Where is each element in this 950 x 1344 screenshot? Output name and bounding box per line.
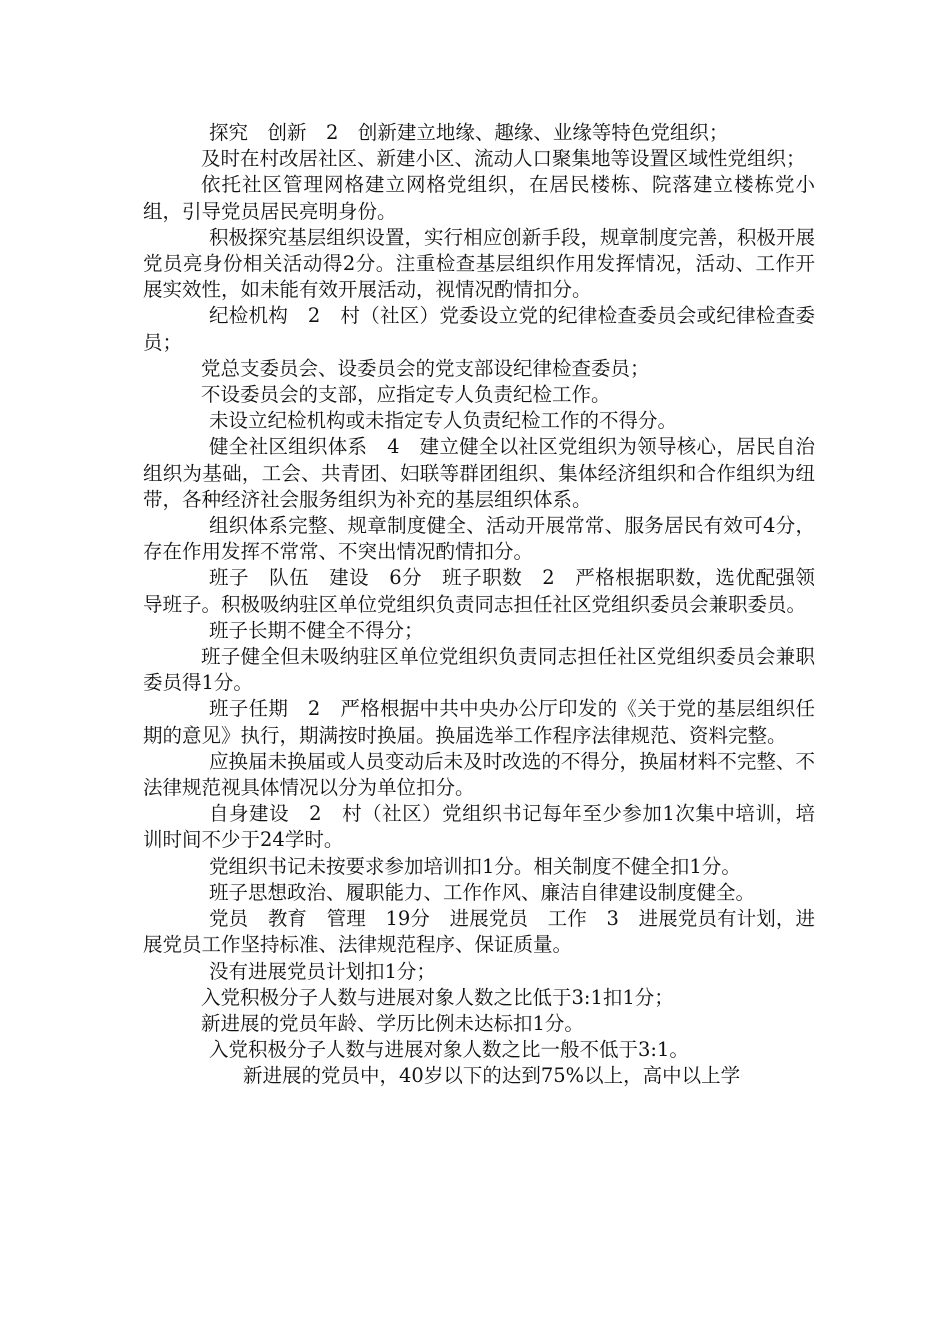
paragraph: 党员 教育 管理 19分 进展党员 工作 3 进展党员有计划，进展党员工作坚持标准、法律规范程序、保证质量。 xyxy=(143,907,815,957)
paragraph: 入党积极分子人数与进展对象人数之比低于3:1扣1分； xyxy=(201,985,674,1009)
paragraph: 班子任期 2 严格根据中共中央办公厅印发的《关于党的基层组织任期的意见》执行，期满按时换届。换届选举工作程序法律规范、资料完整。 xyxy=(143,697,815,747)
paragraph: 健全社区组织体系 4 建立健全以社区党组织为领导核心，居民自治组织为基础，工会、共青团、妇联等群团组织、集体经济组织和合作组织为纽带，各种经济社会服务组织为补充的基层组织体系。 xyxy=(143,435,815,511)
paragraph: 没有进展党员计划扣1分； xyxy=(209,959,436,983)
paragraph: 党组织书记未按要求参加培训扣1分。相关制度不健全扣1分。 xyxy=(209,854,741,878)
paragraph: 班子健全但未吸纳驻区单位党组织负责同志担任社区党组织委员会兼职委员得1分。 xyxy=(143,645,815,695)
body-text xyxy=(143,120,815,1090)
paragraph: 应换届未换届或人员变动后未及时改选的不得分，换届材料不完整、不法律规范视具体情况以分为单位扣分。 xyxy=(143,749,815,800)
paragraph: 及时在村改居社区、新建小区、流动人口聚集地等设置区域性党组织； xyxy=(201,147,806,171)
paragraph: 自身建设 2 村（社区）党组织书记每年至少参加1次集中培训，培训时间不少于24学时。 xyxy=(143,802,815,852)
paragraph: 班子 队伍 建设 6分 班子职数 2 严格根据职数，选优配强领导班子。积极吸纳驻区单位党组织负责同志担任社区党组织委员会兼职委员。 xyxy=(143,566,815,616)
paragraph: 未设立纪检机构或未指定专人负责纪检工作的不得分。 xyxy=(209,409,678,433)
paragraph: 依托社区管理网格建立网格党组织，在居民楼栋、院落建立楼栋党小组，引导党员居民亮明身份。 xyxy=(143,173,815,223)
paragraph: 班子长期不健全不得分； xyxy=(209,618,424,642)
paragraph: 纪检机构 2 村（社区）党委设立党的纪律检查委员会或纪律检查委员； xyxy=(143,304,815,354)
paragraph: 班子思想政治、履职能力、工作作风、廉洁自律建设制度健全。 xyxy=(209,880,756,904)
paragraph: 新进展的党员年龄、学历比例未达标扣1分。 xyxy=(201,1011,584,1035)
paragraph: 不设委员会的支部，应指定专人负责纪检工作。 xyxy=(201,383,611,407)
paragraph: 新进展的党员中，40岁以下的达到75%以上，高中以上学 xyxy=(243,1064,741,1088)
paragraph: 组织体系完整、规章制度健全、活动开展常常、服务居民有效可4分，存在作用发挥不常常、不突出情况酌情扣分。 xyxy=(143,514,815,564)
paragraph: 党总支委员会、设委员会的党支部设纪律检查委员； xyxy=(201,356,650,380)
paragraph: 积极探究基层组织设置，实行相应创新手段，规章制度完善，积极开展党员亮身份相关活动得2分。注重检查基层组织作用发挥情况，活动、工作开展实效性，如未能有效开展活动，视情况酌情扣分。 xyxy=(143,225,815,302)
paragraph: 探究 创新 2 创新建立地缘、趣缘、业缘等特色党组织； xyxy=(209,121,729,144)
paragraph: 入党积极分子人数与进展对象人数之比一般不低于3:1。 xyxy=(209,1038,689,1062)
